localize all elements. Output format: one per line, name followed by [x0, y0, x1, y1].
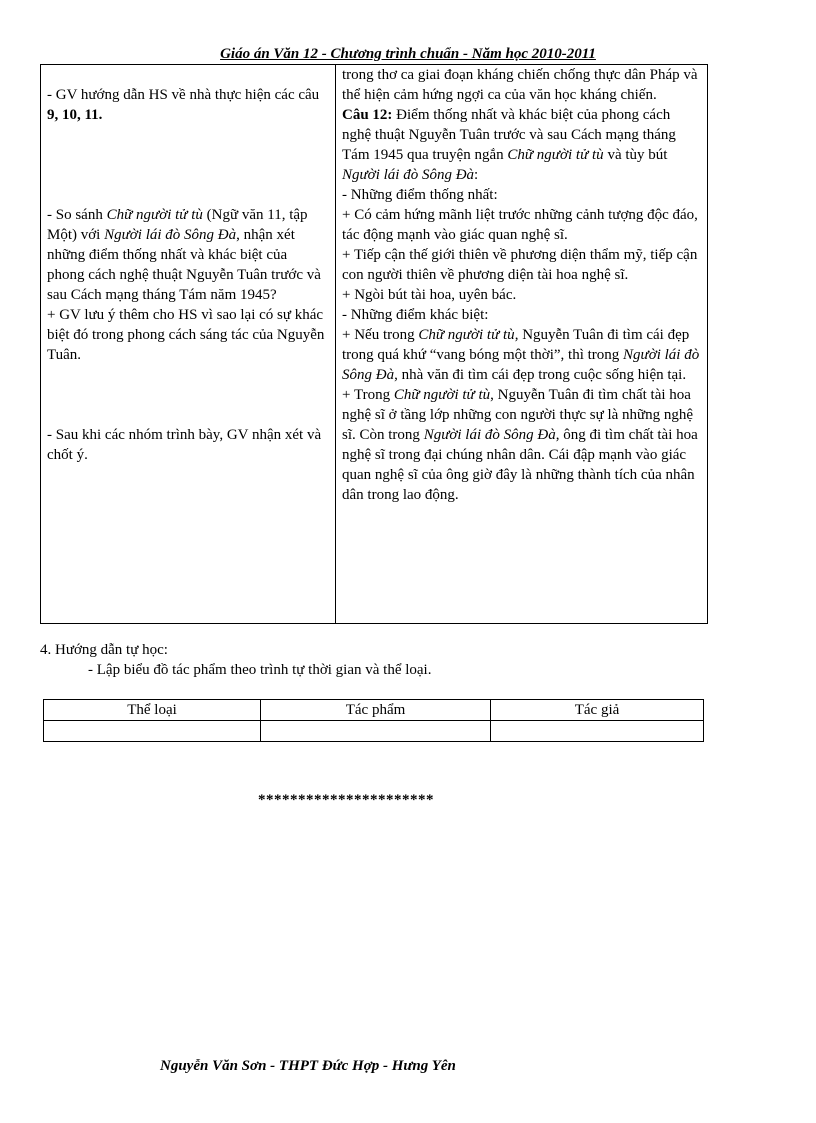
separator-stars: **********************: [258, 792, 434, 808]
table-cell: [491, 721, 704, 742]
works-table: [43, 699, 704, 742]
self-study-instruction: - Lập biểu đồ tác phẩm theo trình tự thời gian và thể loại.: [88, 662, 432, 678]
left-note: + GV lưu ý thêm cho HS vì sao lại có sự khác biệt đó trong phong cách sáng tác của Nguyễn Tuân.: [47, 307, 325, 363]
works-table-row: [44, 721, 704, 742]
left-block-conclude: - Sau khi các nhóm trình bày, GV nhận xét và chốt ý.: [47, 427, 322, 463]
left-block-compare: - So sánh Chữ người tử tù (Ngữ văn 11, tập Một) với Người lái đò Sông Đà, nhận xét những điểm thống nhất và khác biệt của phong cách nghệ thuật Nguyễn Tuân trước và sau Cách mạng tháng Tám năm 1945? + GV lưu ý thêm cho HS vì sao lại có sự khác biệt đó trong phong cách sáng tác của Nguyễn Tuân.: [47, 207, 325, 363]
content-cell: [336, 65, 708, 624]
header-genre: Thể loại: [44, 700, 261, 721]
teacher-activity-cell: [41, 65, 336, 624]
difference-item: + Nếu trong Chữ người tử tù, Nguyễn Tuân đi tìm cái đẹp trong quá khứ “vang bóng một thời”, thì trong Người lái đò Sông Đà, nhà văn đi tìm cái đẹp trong cuộc sống hiện tại.: [342, 327, 700, 383]
similarity-item: + Tiếp cận thế giới thiên về phương diện thẩm mỹ, tiếp cận con người thiên về phương diện tài hoa nghệ sĩ.: [342, 247, 698, 283]
similarity-item: + Có cảm hứng mãnh liệt trước những cảnh tượng độc đáo, tác động mạnh vào giác quan nghệ sĩ.: [342, 207, 698, 243]
self-study-title: 4. Hướng dẫn tự học:: [40, 642, 168, 658]
similarity-heading: - Những điểm thống nhất:: [342, 187, 498, 203]
header-author: Tác giả: [491, 700, 704, 721]
right-intro: trong thơ ca giai đoạn kháng chiến chống thực dân Pháp và thể hiện cảm hứng ngợi ca của văn học kháng chiến.: [342, 67, 698, 103]
page-header: Giáo án Văn 12 - Chương trình chuẩn - Năm học 2010-2011: [220, 46, 596, 62]
lesson-table: [40, 64, 708, 624]
difference-item: + Trong Chữ người tử tù, Nguyễn Tuân đi tìm chất tài hoa nghệ sĩ ở tầng lớp những con người thực sự là những nghệ sĩ. Còn trong Người lái đò Sông Đà, ông đi tìm chất tài hoa nghệ sĩ trong đại chúng nhân dân. Cái đập mạnh vào giác quan nghệ sĩ của ông giờ đây là những thành tích của nhân dân trong lao động.: [342, 387, 698, 503]
table-cell: [44, 721, 261, 742]
table-cell: [261, 721, 491, 742]
left-block-homework: - GV hướng dẫn HS về nhà thực hiện các câu 9, 10, 11.: [47, 87, 320, 123]
page-footer: Nguyễn Văn Sơn - THPT Đức Hợp - Hưng Yên: [160, 1058, 456, 1074]
similarity-item: + Ngòi bút tài hoa, uyên bác.: [342, 287, 517, 303]
question-12: Câu 12: Điểm thống nhất và khác biệt của phong cách nghệ thuật Nguyễn Tuân trước và sau Cách mạng tháng Tám 1945 qua truyện ngắn Chữ người tử tù và tùy bút Người lái đò Sông Đà:: [342, 107, 676, 183]
self-study-section: [40, 640, 431, 680]
header-work: Tác phẩm: [261, 700, 491, 721]
works-table-header: [44, 700, 704, 721]
difference-heading: - Những điểm khác biệt:: [342, 307, 489, 323]
